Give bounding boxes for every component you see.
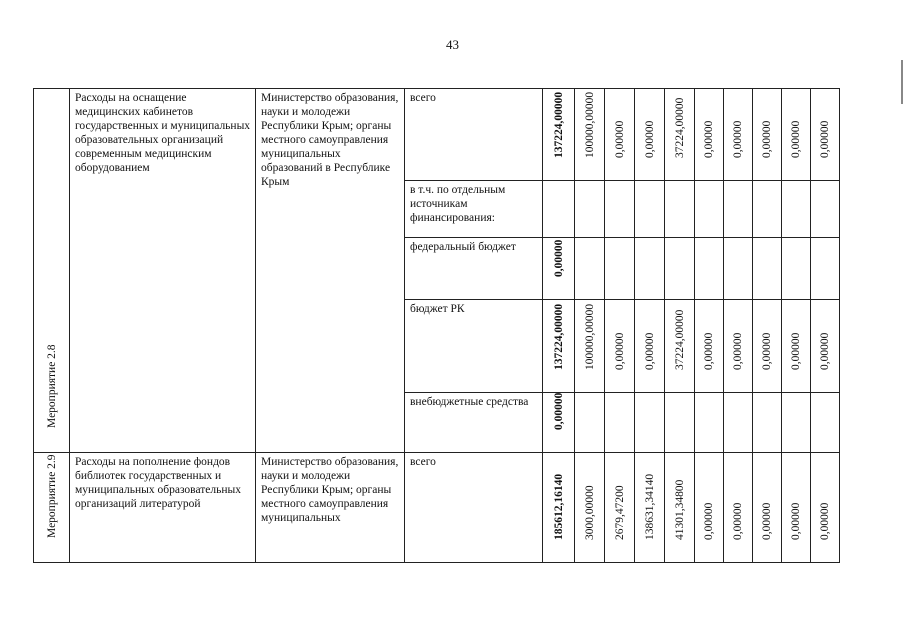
year-value: 0,00000 (703, 120, 715, 158)
budget-table (33, 88, 840, 563)
total-cell (543, 393, 575, 453)
year-value: 100000,00000 (583, 91, 596, 158)
year-value-cell (782, 89, 811, 181)
year-value: 0,00000 (761, 332, 773, 370)
executor-name: Министерство образования, науки и молодежи Республики Крым; органы местного самоуправления муниципальных образований в Республике Крым (261, 92, 399, 188)
year-value: 0,00000 (643, 332, 656, 370)
year-value: 0,00000 (613, 120, 626, 158)
year-value-cell (665, 89, 695, 181)
funding-source-label: всего (410, 456, 436, 468)
executor-name: Министерство образования, науки и молодежи Республики Крым; органы местного самоуправления муниципальных (261, 456, 399, 524)
activity-name-cell (70, 453, 256, 563)
year-value-cell (575, 181, 605, 238)
year-value-cell (753, 453, 782, 563)
year-value-cell (605, 238, 635, 300)
year-value: 0,00000 (790, 332, 802, 370)
total-cell (543, 300, 575, 393)
funding-source-cell (405, 181, 543, 238)
year-value-cell (811, 181, 840, 238)
funding-source-cell (405, 453, 543, 563)
activity-name-cell (70, 89, 256, 453)
year-value-cell (635, 300, 665, 393)
year-value: 0,00000 (732, 332, 744, 370)
year-value-cell (695, 453, 724, 563)
year-value: 0,00000 (613, 332, 626, 370)
funding-source-label: федеральный бюджет (410, 241, 516, 253)
year-value-cell (635, 453, 665, 563)
year-value: 2679,47200 (613, 485, 626, 540)
year-value: 0,00000 (790, 502, 802, 540)
year-value-cell (724, 453, 753, 563)
total-cell (543, 453, 575, 563)
year-value: 0,00000 (703, 502, 715, 540)
year-value: 0,00000 (761, 120, 773, 158)
year-value: 37224,00000 (673, 97, 686, 158)
year-value-cell (605, 181, 635, 238)
funding-source-cell (405, 238, 543, 300)
year-value-cell (782, 453, 811, 563)
activity-code: Мероприятие 2.9 (45, 454, 58, 538)
activity-name: Расходы на оснащение медицинских кабинетов государственных и муниципальных образовательных организаций современным медицинским оборудованием (75, 92, 251, 174)
funding-source-label: бюджет РК (410, 303, 465, 315)
year-value-cell (665, 393, 695, 453)
year-value: 100000,00000 (583, 303, 596, 370)
year-value: 37224,00000 (673, 309, 686, 370)
year-value-cell (635, 181, 665, 238)
year-value-cell (695, 300, 724, 393)
funding-source-label: всего (410, 92, 436, 104)
activity-code: Мероприятие 2.8 (45, 344, 58, 428)
year-value-cell (811, 300, 840, 393)
year-value-cell (575, 453, 605, 563)
year-value-cell (665, 453, 695, 563)
funding-source-cell (405, 393, 543, 453)
activity-code-cell (34, 453, 70, 563)
year-value: 0,00000 (819, 502, 831, 540)
total-value: 185612,16140 (552, 473, 565, 540)
year-value-cell (665, 181, 695, 238)
year-value-cell (782, 181, 811, 238)
year-value-cell (811, 453, 840, 563)
activity-code-cell (34, 89, 70, 453)
year-value: 0,00000 (761, 502, 773, 540)
year-value: 0,00000 (732, 120, 744, 158)
year-value: 0,00000 (732, 502, 744, 540)
year-value-cell (665, 300, 695, 393)
total-value: 137224,00000 (552, 91, 565, 158)
year-value-cell (753, 89, 782, 181)
table-row (34, 89, 840, 181)
total-value: 137224,00000 (552, 303, 565, 370)
year-value-cell (605, 393, 635, 453)
scan-edge-mark (901, 60, 903, 104)
total-cell (543, 89, 575, 181)
year-value: 3000,00000 (583, 485, 596, 540)
year-value-cell (811, 89, 840, 181)
year-value-cell (635, 393, 665, 453)
year-value-cell (782, 300, 811, 393)
year-value: 0,00000 (643, 120, 656, 158)
funding-source-label: внебюджетные средства (410, 396, 529, 408)
year-value-cell (695, 238, 724, 300)
year-value: 0,00000 (790, 120, 802, 158)
year-value-cell (724, 393, 753, 453)
total-cell (543, 238, 575, 300)
year-value-cell (635, 89, 665, 181)
year-value-cell (605, 300, 635, 393)
year-value: 0,00000 (703, 332, 715, 370)
year-value-cell (575, 238, 605, 300)
year-value: 0,00000 (819, 332, 831, 370)
year-value-cell (575, 300, 605, 393)
total-value: 0,00000 (552, 239, 565, 277)
table-body (34, 89, 840, 563)
activity-name: Расходы на пополнение фондов библиотек государственных и муниципальных образовательных организаций литературой (75, 456, 242, 510)
total-value: 0,00000 (552, 392, 565, 430)
year-value-cell (724, 300, 753, 393)
year-value-cell (695, 393, 724, 453)
year-value: 138631,34140 (643, 473, 656, 540)
year-value-cell (724, 89, 753, 181)
year-value-cell (575, 393, 605, 453)
executor-cell (256, 453, 405, 563)
year-value-cell (753, 300, 782, 393)
year-value-cell (782, 393, 811, 453)
year-value-cell (811, 393, 840, 453)
total-cell (543, 181, 575, 238)
year-value-cell (635, 238, 665, 300)
year-value-cell (695, 89, 724, 181)
year-value-cell (724, 181, 753, 238)
year-value-cell (753, 181, 782, 238)
year-value-cell (695, 181, 724, 238)
year-value-cell (753, 238, 782, 300)
funding-source-cell (405, 89, 543, 181)
year-value-cell (665, 238, 695, 300)
year-value-cell (605, 89, 635, 181)
year-value: 0,00000 (819, 120, 831, 158)
year-value-cell (605, 453, 635, 563)
page-number: 43 (446, 37, 459, 52)
year-value-cell (724, 238, 753, 300)
year-value-cell (575, 89, 605, 181)
funding-source-label: в т.ч. по отдельным источникам финансирования: (410, 184, 506, 224)
executor-cell (256, 89, 405, 453)
table-row (34, 453, 840, 563)
year-value: 41301,34800 (673, 479, 686, 540)
year-value-cell (753, 393, 782, 453)
year-value-cell (782, 238, 811, 300)
funding-source-cell (405, 300, 543, 393)
year-value-cell (811, 238, 840, 300)
